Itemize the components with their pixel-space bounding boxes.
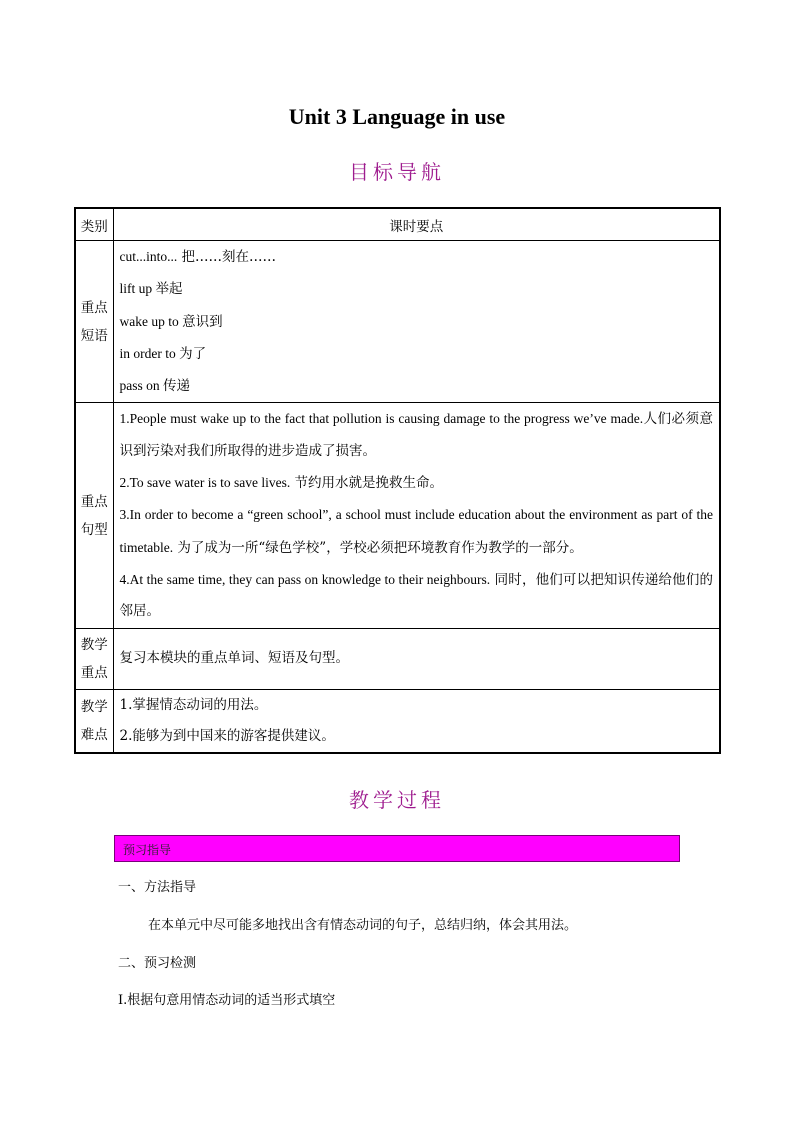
sentence-en: 4.At the same time, they can pass on knowledge to their neighbours. bbox=[119, 571, 491, 587]
difficulty-item: 2.能够为到中国来的游客提供建议。 bbox=[119, 727, 335, 744]
sentence-zh: 节约用水就是挽救生命。 bbox=[290, 475, 444, 492]
header-category: 类别 bbox=[75, 208, 113, 241]
category-label: 教学 bbox=[80, 636, 108, 653]
category-cell bbox=[75, 241, 113, 403]
sentence-zh: 同时，他们可以把知识传递给他们的邻居。 bbox=[119, 571, 713, 620]
header-points: 课时要点 bbox=[113, 208, 720, 241]
category-label: 教学 bbox=[80, 698, 108, 715]
category-label: 重点 bbox=[80, 299, 108, 316]
method-body: 在本单元中尽可能多地找出含有情态动词的句子，总结归纳，体会其用法。 bbox=[148, 918, 578, 933]
sentence bbox=[120, 403, 714, 467]
phrase-line bbox=[120, 370, 714, 402]
table-row bbox=[75, 689, 720, 753]
category-cell bbox=[75, 403, 113, 628]
sentence-en: 1.People must wake up to the fact that pollution is causing damage to the progress we’ve made. bbox=[119, 411, 644, 427]
teaching-focus-text: 复习本模块的重点单词、短语及句型。 bbox=[119, 649, 349, 666]
preview-guide-bar bbox=[114, 835, 680, 862]
category-label: 短语 bbox=[80, 327, 108, 344]
table-row bbox=[75, 403, 720, 628]
sentence bbox=[120, 467, 714, 499]
table-row bbox=[75, 241, 720, 403]
phrase-line bbox=[120, 338, 714, 370]
sentence-en: 2.To save water is to save lives. bbox=[119, 475, 291, 491]
sentence-zh: 为了成为一所“绿色学校”，学校必须把环境教育作为教学的一部分。 bbox=[173, 539, 583, 556]
phrase-zh: 传递 bbox=[163, 378, 190, 395]
preview-check-heading: 二、预习检测 bbox=[118, 956, 197, 971]
teaching-focus-cell bbox=[113, 628, 720, 689]
phrase-en: cut...into... bbox=[119, 249, 178, 264]
category-cell bbox=[75, 689, 113, 753]
phrase-line bbox=[120, 241, 714, 273]
phrase-en: lift up bbox=[119, 281, 156, 297]
phrase-zh: 举起 bbox=[155, 281, 183, 298]
phrase-line bbox=[120, 273, 714, 305]
phrase-en: in order to bbox=[119, 345, 180, 361]
phrases-cell bbox=[113, 241, 720, 403]
goal-navigation-heading: 目标导航 bbox=[349, 160, 445, 184]
sentence-en: 3.In order to become a “green school”, a school must include education about the environment as part of the timetable. bbox=[119, 507, 713, 555]
category-cell bbox=[75, 628, 113, 689]
phrase-en: wake up to bbox=[119, 313, 183, 329]
phrase-zh: 把……刻在…… bbox=[177, 249, 277, 265]
sentence bbox=[120, 499, 714, 564]
teaching-process-heading: 教学过程 bbox=[349, 788, 445, 812]
preview-guide-label: 预习指导 bbox=[123, 843, 172, 857]
table-header-row bbox=[75, 208, 720, 241]
difficulty-item: 1.掌握情态动词的用法。 bbox=[119, 696, 268, 713]
phrase-en: pass on bbox=[119, 378, 163, 394]
teaching-difficulty-cell bbox=[113, 689, 720, 753]
phrase-zh: 为了 bbox=[179, 345, 207, 362]
table-row bbox=[75, 628, 720, 689]
sentence-zh: 人们必须意识到污染对我们所取得的进步造成了损害。 bbox=[119, 411, 714, 459]
category-label: 难点 bbox=[80, 726, 108, 743]
sentences-cell bbox=[113, 403, 720, 628]
category-label: 重点 bbox=[80, 493, 108, 510]
method-heading: 一、方法指导 bbox=[118, 880, 197, 895]
category-label: 句型 bbox=[80, 521, 108, 538]
page-title: Unit 3 Language in use bbox=[288, 104, 506, 129]
category-label: 重点 bbox=[80, 664, 108, 681]
preview-check-subheading: Ⅰ.根据句意用情态动词的适当形式填空 bbox=[118, 993, 336, 1008]
sentence bbox=[120, 564, 714, 628]
lesson-goals-table bbox=[74, 207, 721, 754]
phrase-zh: 意识到 bbox=[182, 313, 223, 330]
phrase-line bbox=[120, 306, 714, 338]
